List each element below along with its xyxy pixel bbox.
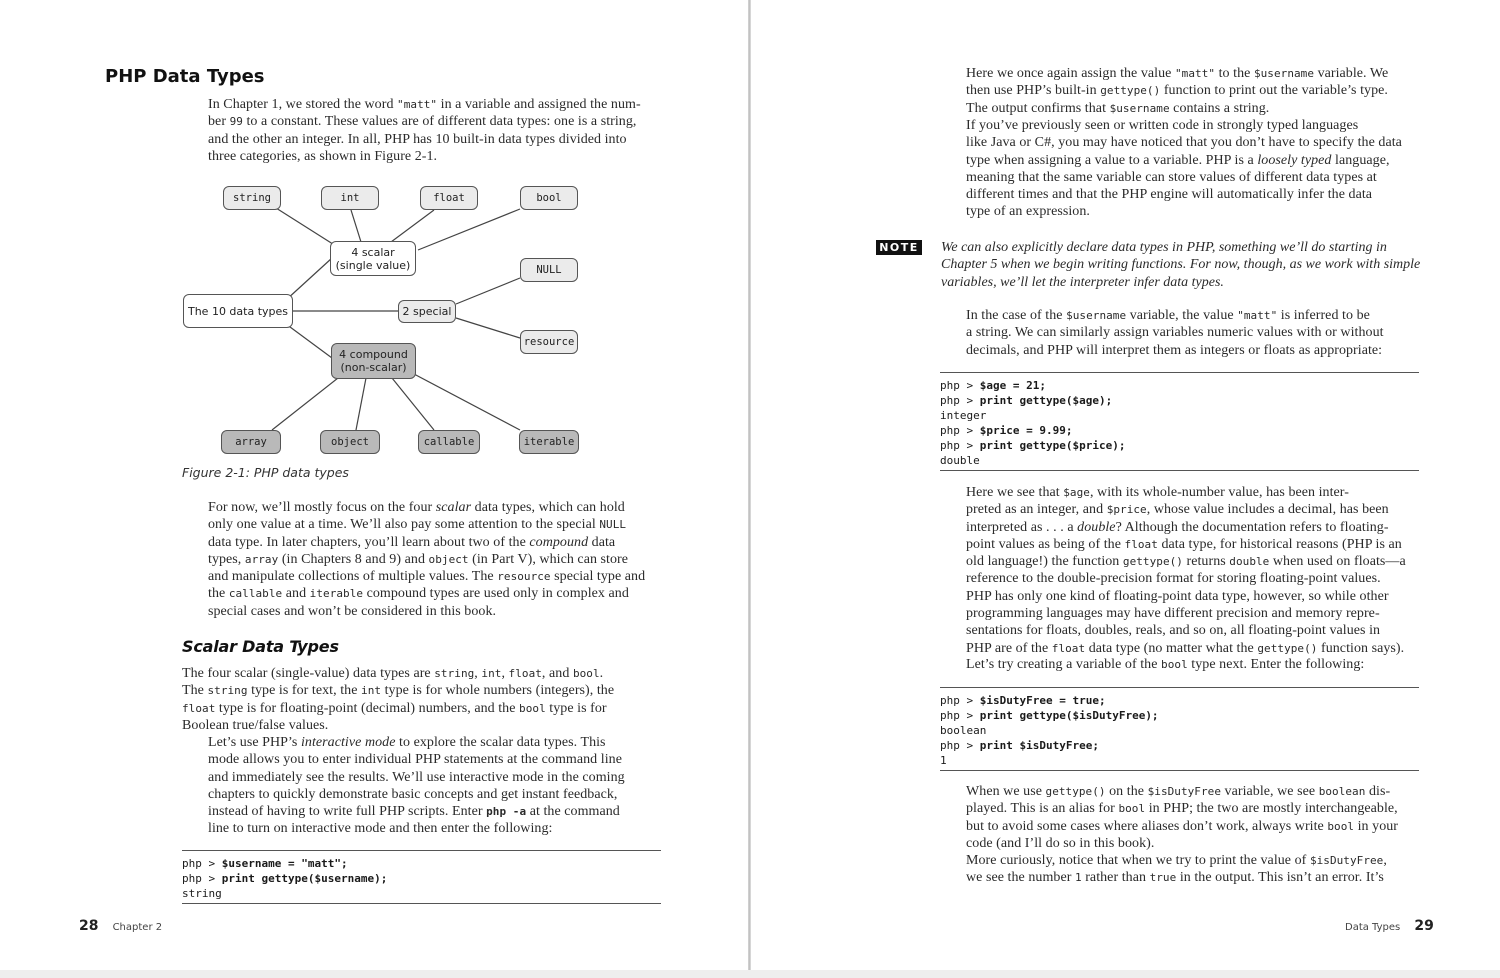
text-line: Let’s try creating a variable of the bool type next. Enter the following:: [966, 657, 1365, 672]
text-line: interpreted as . . . a double? Although the documentation refers to floating-: [966, 519, 1389, 535]
text-line: We can also explicitly declare data types in PHP, something we’ll do starting in: [941, 240, 1387, 255]
loosely-typed-paragraph: [940, 117, 1420, 221]
text-line: we see the number 1 rather than true in the output. This isn’t an error. It’s: [966, 870, 1384, 886]
code-line: string: [182, 887, 222, 900]
node-object: object: [320, 430, 380, 454]
code-line: php > $age = 21;: [940, 379, 1046, 392]
code-line: php > $username = "matt";: [182, 857, 348, 870]
node-compound: [331, 343, 416, 379]
assign-paragraph: [940, 65, 1420, 117]
node-null: NULL: [520, 258, 578, 282]
node-callable: callable: [418, 430, 480, 454]
text-line: More curiously, notice that when we try to print the value of $isDutyFree,: [966, 853, 1387, 868]
code-line: php > print gettype($username);: [182, 872, 388, 885]
right-page-number: 29: [1414, 918, 1434, 934]
code-line: integer: [940, 409, 987, 422]
left-page-number: 28: [79, 918, 99, 934]
text-line: types, array (in Chapters 8 and 9) and object (in Part V), which can store: [208, 551, 629, 567]
text-line: The string type is for text, the int type is for whole numbers (integers), the: [182, 683, 615, 699]
intro-paragraph: [182, 96, 662, 165]
connector-scalar-string: [276, 208, 336, 246]
left-folio: [79, 915, 162, 934]
text-line: then use PHP’s built-in gettype() function to print out the variable’s type.: [966, 83, 1388, 99]
text-line: line to turn on interactive mode and then enter the following:: [208, 821, 553, 837]
text-line: variables, we’ll let the interpreter infer data types.: [941, 274, 1224, 290]
code-block-numbers: [940, 372, 1419, 471]
text-line: When we use gettype() on the $isDutyFree variable, we see boolean dis-: [966, 784, 1391, 799]
connector-scalar-int: [351, 210, 361, 242]
text-line: The four scalar (single-value) data types are string, int, float, and bool.: [182, 666, 604, 681]
connector-compound-callable: [392, 378, 434, 430]
text-line: instead of having to write full PHP scripts. Enter php -a at the command: [208, 804, 620, 820]
curious-paragraph: [940, 852, 1420, 887]
focus-paragraph: [182, 499, 662, 620]
text-line: different times and that the PHP engine will automatically infer the data: [966, 187, 1373, 203]
text-line: only one value at a time. We’ll also pay some attention to the special NULL: [208, 517, 627, 533]
text-line: PHP are of the float data type (no matter what the gettype() function says).: [966, 640, 1405, 656]
right-running-head: Data Types: [1345, 922, 1401, 933]
text-line: Here we see that $age, with its whole-number value, has been inter-: [966, 485, 1349, 500]
figure-caption: Figure 2-1: PHP data types: [182, 465, 349, 480]
connector-special-resource: [456, 318, 520, 338]
text-line: decimals, and PHP will interpret them as integers or floats as appropriate:: [966, 342, 1383, 358]
node-scalar-line2: (single value): [335, 258, 411, 272]
text-line: data type. In later chapters, you’ll learn about two of the compound data: [208, 534, 616, 550]
connector-compound-array: [272, 378, 338, 430]
text-line: and manipulate collections of multiple values. The resource special type and: [208, 569, 646, 585]
section-heading: PHP Data Types: [105, 66, 265, 87]
text-line: three categories, as shown in Figure 2-1.: [208, 148, 438, 164]
code-line: php > print gettype($price);: [940, 439, 1126, 452]
data-types-diagram: [176, 178, 586, 460]
text-line: chapters to quickly demonstrate basic concepts and get instant feedback,: [208, 786, 618, 802]
node-int: int: [321, 186, 379, 210]
boolean-alias-paragraph: [940, 783, 1420, 852]
double-paragraph: [940, 484, 1420, 657]
code-line: php > $isDutyFree = true;: [940, 694, 1106, 707]
text-line: like Java or C#, you may have noticed that you don’t have to specify the data: [966, 135, 1402, 151]
bool-intro-paragraph: [940, 656, 1420, 673]
text-line: If you’ve previously seen or written code in strongly typed languages: [966, 118, 1359, 133]
code-line: php > $price = 9.99;: [940, 424, 1073, 437]
text-line: old language!) the function gettype() returns double when used on floats—a: [966, 554, 1406, 570]
text-line: code (and I’ll do so in this book).: [966, 835, 1155, 851]
text-line: and immediately see the results. We’ll use interactive mode in the coming: [208, 769, 625, 785]
text-line: For now, we’ll mostly focus on the four scalar data types, which can hold: [208, 500, 625, 515]
node-array: array: [221, 430, 281, 454]
node-bool: bool: [520, 186, 578, 210]
text-line: but to avoid some cases where aliases don’t work, always write bool in your: [966, 818, 1399, 834]
text-line: reference to the double-precision format for storing floating-point values.: [966, 571, 1381, 587]
code-line: php > print $isDutyFree;: [940, 739, 1099, 752]
text-line: In Chapter 1, we stored the word "matt" in a variable and assigned the num-: [208, 97, 641, 112]
text-line: and the other an integer. In all, PHP has 10 built-in data types divided into: [208, 131, 627, 147]
scalar-paragraph: [182, 665, 662, 734]
text-line: Let’s use PHP’s interactive mode to explore the scalar data types. This: [208, 735, 606, 750]
code-line: php > print gettype($age);: [940, 394, 1113, 407]
text-line: a string. We can similarly assign variables numeric values with or without: [966, 325, 1384, 341]
inference-paragraph: [940, 307, 1420, 359]
text-line: type when assigning a value to a variable. PHP is a loosely typed language,: [966, 152, 1390, 168]
note-text: [941, 239, 1420, 291]
connector-scalar-bool: [418, 209, 520, 250]
text-line: mode allows you to enter individual PHP statements at the command line: [208, 752, 622, 768]
node-special: 2 special: [398, 300, 456, 323]
scan-bottom-edge: [0, 970, 1500, 978]
text-line: ber 99 to a constant. These values are of different data types: one is a string,: [208, 114, 637, 130]
text-line: Here we once again assign the value "matt" to the $username variable. We: [966, 66, 1389, 81]
left-running-head: Chapter 2: [112, 922, 163, 933]
node-string: string: [223, 186, 281, 210]
code-line: double: [940, 454, 980, 467]
right-folio: [1345, 915, 1434, 934]
connector-root-scalar: [286, 258, 332, 300]
text-line: In the case of the $username variable, the value "matt" is inferred to be: [966, 308, 1370, 323]
node-float: float: [420, 186, 478, 210]
left-page: [0, 0, 748, 978]
code-block-username: [182, 850, 661, 904]
node-compound-line1: 4 compound: [339, 348, 408, 361]
text-line: type of an expression.: [966, 204, 1090, 220]
text-line: programming languages may have different precision and memory repre-: [966, 606, 1380, 622]
node-scalar: [330, 241, 416, 276]
connector-compound-iterable: [414, 374, 520, 430]
node-resource: resource: [520, 330, 578, 354]
text-line: point values as being of the float data type, for historical reasons (PHP is an: [966, 536, 1402, 552]
note-badge: NOTE: [876, 240, 922, 255]
node-iterable: iterable: [519, 430, 579, 454]
connector-special-null: [456, 278, 520, 304]
connector-scalar-float: [391, 210, 434, 242]
node-compound-line2: (non-scalar): [340, 361, 407, 374]
node-scalar-line1: 4 scalar: [351, 245, 395, 259]
connector-compound-object: [356, 378, 366, 430]
text-line: float type is for floating-point (decimal) numbers, and the bool type is for: [182, 700, 607, 716]
code-line: php > print gettype($isDutyFree);: [940, 709, 1159, 722]
code-line: boolean: [940, 724, 987, 737]
node-root: The 10 data types: [183, 294, 293, 328]
text-line: sentations for floats, doubles, reals, and so on, all floating-point values in: [966, 623, 1381, 639]
connector-root-compound: [286, 324, 332, 358]
text-line: Chapter 5 when we begin writing functions. For now, though, as we work with simple: [941, 257, 1421, 273]
text-line: preted as an integer, and $price, whose value includes a decimal, has been: [966, 502, 1389, 518]
text-line: the callable and iterable compound types are used only in complex and: [208, 586, 629, 602]
subsection-heading: Scalar Data Types: [182, 637, 339, 656]
text-line: The output confirms that $username contains a string.: [966, 100, 1270, 116]
text-line: special cases and won’t be considered in this book.: [208, 603, 497, 619]
text-line: played. This is an alias for bool in PHP; the two are mostly interchangeable,: [966, 801, 1398, 817]
text-line: meaning that the same variable can store values of different data types at: [966, 169, 1377, 185]
text-line: Boolean true/false values.: [182, 717, 329, 733]
code-line: 1: [940, 754, 947, 767]
code-block-bool: [940, 687, 1419, 771]
text-line: PHP has only one kind of floating-point data type, however, so while other: [966, 588, 1389, 604]
interactive-paragraph: [182, 734, 662, 838]
